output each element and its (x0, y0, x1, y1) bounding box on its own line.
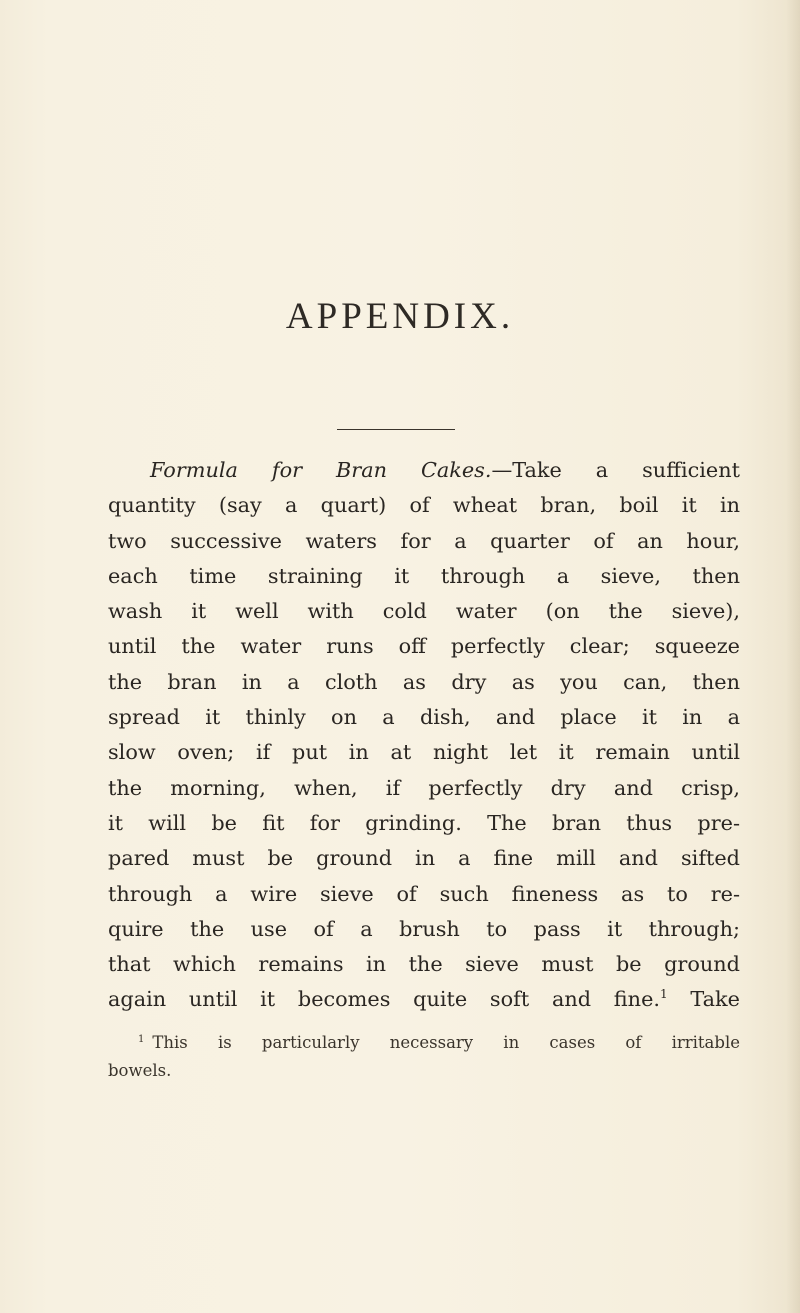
text-line-16 (108, 982, 740, 1017)
text-line-12: pared must be ground in a fine mill and sifted (108, 846, 740, 871)
text-line-8: spread it thinly on a dish, and place it in a (108, 705, 740, 730)
text-line-14: quire the use of a brush to pass it through; (108, 916, 740, 941)
text-line-5: wash it well with cold water (on the sieve), (108, 599, 740, 624)
footnote (108, 1029, 740, 1085)
page-edge-shadow (786, 0, 800, 1313)
text-line-9: slow oven; if put in at night let it remain until (108, 740, 740, 765)
text-line-1-rest: —Take a sufficient (491, 458, 740, 482)
heading-rule (337, 429, 455, 430)
text-line-10: the morning, when, if perfectly dry and crisp, (108, 775, 740, 800)
footnote-line-2: bowels. (108, 1061, 172, 1080)
text-line-3: two successive waters for a quarter of an hour, (108, 528, 740, 553)
footnote-mark: 1 (138, 1033, 145, 1045)
text-line-11: it will be fit for grinding. The bran thus pre- (108, 810, 740, 835)
footnote-reference: 1 (660, 987, 668, 1002)
text-line-6: until the water runs off perfectly clear; squeeze (108, 634, 740, 659)
text-line-13: through a wire sieve of such fineness as to re- (108, 881, 740, 906)
text-line-2: quantity (say a quart) of wheat bran, boil it in (108, 493, 740, 518)
text-line-7: the bran in a cloth as dry as you can, then (108, 669, 740, 694)
text-line-15: that which remains in the sieve must be ground (108, 952, 740, 977)
text-line-16-end: Take (690, 987, 740, 1012)
body-paragraph (108, 453, 740, 1018)
footnote-line-1 (108, 1029, 740, 1057)
footnote-text-1: This is particularly necessary in cases of irritable (152, 1033, 740, 1052)
text-line-1 (108, 453, 740, 488)
text-line-16-start: again until it becomes quite soft and fine. (108, 987, 660, 1012)
recipe-title: Formula for Bran Cakes. (150, 458, 492, 482)
page-heading: APPENDIX. (285, 296, 515, 337)
text-line-4: each time straining it through a sieve, then (108, 563, 740, 588)
